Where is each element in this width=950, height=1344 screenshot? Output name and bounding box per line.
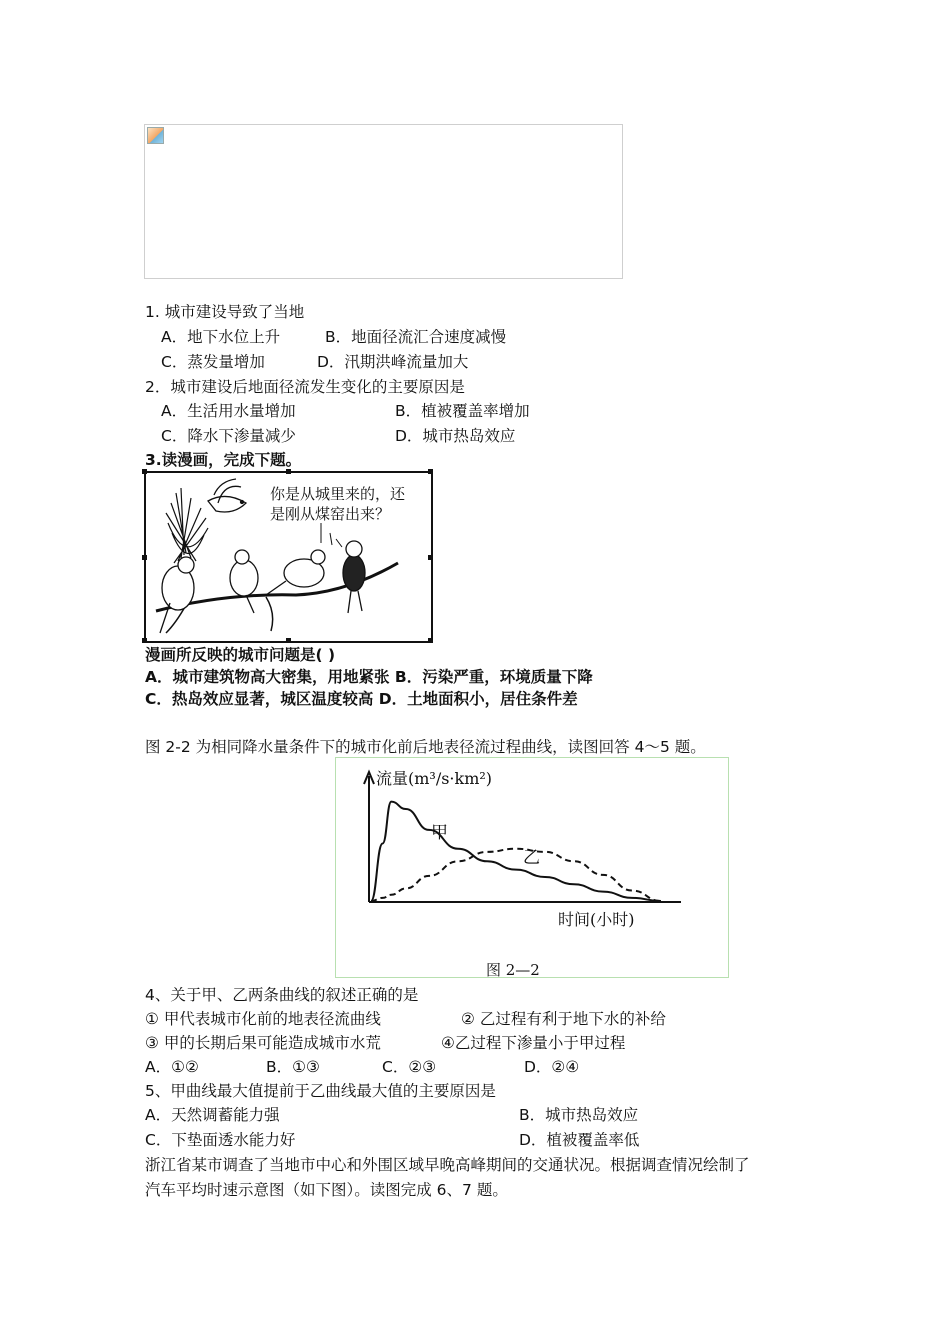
runoff-chart bbox=[335, 757, 729, 978]
q5-option-d: D．植被覆盖率低 bbox=[519, 1131, 640, 1149]
broken-image-icon bbox=[147, 127, 164, 144]
white-bird-3-icon bbox=[266, 550, 325, 595]
resize-handle-n[interactable] bbox=[286, 469, 291, 474]
q4-option-d: D．②④ bbox=[524, 1058, 580, 1076]
curve-label-jia: 甲 bbox=[431, 823, 448, 843]
q1-option-b: B．地面径流汇合速度减慢 bbox=[325, 328, 507, 346]
q2-option-c: C．降水下渗量减少 bbox=[161, 427, 296, 445]
q5-option-a: A．天然调蓄能力强 bbox=[145, 1106, 280, 1124]
figure-caption: 图 2—2 bbox=[486, 961, 540, 977]
resize-handle-nw[interactable] bbox=[142, 469, 147, 474]
q1-option-d: D．汛期洪峰流量加大 bbox=[317, 353, 469, 371]
q2-option-b: B．植被覆盖率增加 bbox=[395, 402, 530, 420]
flying-bird-icon bbox=[208, 479, 246, 512]
runoff-chart-svg bbox=[336, 758, 728, 977]
cartoon-drawing bbox=[146, 473, 431, 641]
image-placeholder bbox=[144, 124, 623, 279]
q3-stem: 漫画所反映的城市问题是( ) bbox=[145, 646, 336, 664]
resize-handle-ne[interactable] bbox=[428, 469, 433, 474]
resize-handle-s[interactable] bbox=[286, 638, 291, 643]
q4-option-b: B．①③ bbox=[266, 1058, 320, 1076]
q5-stem: 5、甲曲线最大值提前于乙曲线最大值的主要原因是 bbox=[145, 1082, 496, 1100]
intro-q6-q7-line-2: 汽车平均时速示意图（如下图）。读图完成 6、7 题。 bbox=[145, 1181, 508, 1199]
q2-option-d: D．城市热岛效应 bbox=[395, 427, 516, 445]
speech-line-2: 是刚从煤窑出来？ bbox=[270, 505, 391, 523]
q4-statement-2: ② 乙过程有利于地下水的补给 bbox=[461, 1010, 666, 1028]
q3-options-ab: A．城市建筑物高大密集，用地紧张 B．污染严重，环境质量下降 bbox=[145, 668, 593, 686]
q4-option-c: C．②③ bbox=[382, 1058, 437, 1076]
x-axis-label: 时间(小时) bbox=[558, 910, 635, 929]
black-bird-icon bbox=[343, 541, 365, 613]
q4-statement-3: ③ 甲的长期后果可能造成城市水荒 bbox=[145, 1034, 381, 1052]
q2-stem: 2．城市建设后地面径流发生变化的主要原因是 bbox=[145, 378, 465, 396]
q5-option-b: B．城市热岛效应 bbox=[519, 1106, 639, 1124]
q3-heading: 3.读漫画，完成下题。 bbox=[145, 451, 302, 469]
q1-stem: 1. 城市建设导致了当地 bbox=[145, 303, 305, 321]
q2-option-a: A．生活用水量增加 bbox=[161, 402, 296, 420]
white-bird-2-icon bbox=[230, 550, 258, 613]
y-axis-label: 流量(m³/s·km²) bbox=[376, 769, 493, 788]
nest-icon bbox=[166, 488, 208, 563]
curve-label-yi: 乙 bbox=[523, 848, 540, 868]
speech-line-1: 你是从城里来的，还 bbox=[270, 485, 406, 503]
resize-handle-w[interactable] bbox=[142, 555, 147, 560]
q1-option-c: C．蒸发量增加 bbox=[161, 353, 265, 371]
intro-q4-q5: 图 2-2 为相同降水量条件下的城市化前后地表径流过程曲线，读图回答 4～5 题。 bbox=[145, 738, 706, 756]
q4-statement-4: ④乙过程下渗量小于甲过程 bbox=[441, 1034, 626, 1052]
q1-option-a: A．地下水位上升 bbox=[161, 328, 281, 346]
q4-statement-1: ① 甲代表城市化前的地表径流曲线 bbox=[145, 1010, 381, 1028]
q3-options-cd: C．热岛效应显著，城区温度较高 D．土地面积小，居住条件差 bbox=[145, 690, 578, 708]
series-line-jia bbox=[371, 802, 661, 901]
intro-q6-q7-line-1: 浙江省某市调查了当地市中心和外围区域早晚高峰期间的交通状况。根据调查情况绘制了 bbox=[145, 1156, 750, 1174]
q5-option-c: C．下垫面透水能力好 bbox=[145, 1131, 296, 1149]
cartoon-birds bbox=[144, 471, 433, 643]
resize-handle-e[interactable] bbox=[428, 555, 433, 560]
resize-handle-sw[interactable] bbox=[142, 638, 147, 643]
q4-option-a: A．①② bbox=[145, 1058, 199, 1076]
white-bird-1-icon bbox=[160, 557, 194, 633]
q4-stem: 4、关于甲、乙两条曲线的叙述正确的是 bbox=[145, 986, 419, 1004]
resize-handle-se[interactable] bbox=[428, 638, 433, 643]
series-line-yi bbox=[371, 849, 661, 901]
